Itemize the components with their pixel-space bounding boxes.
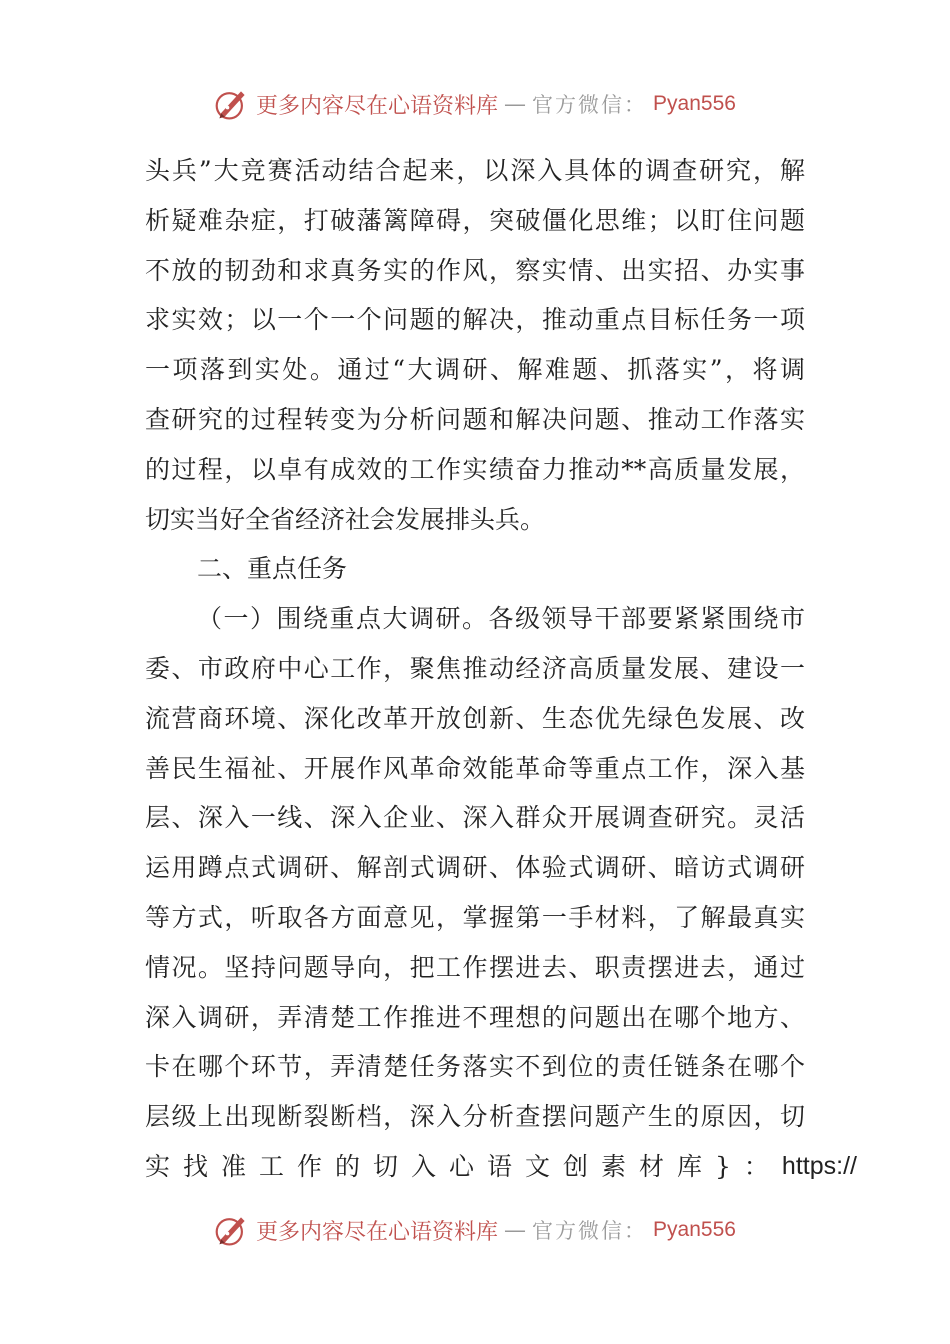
body-line: 卡在哪个环节，弄清楚任务落实不到位的责任链条在哪个 — [145, 1052, 805, 1082]
watermark-separator: — — [504, 1217, 527, 1243]
body-line: 析疑难杂症，打破藩篱障碍，突破僵化思维；以盯住问题 — [145, 205, 805, 235]
watermark-site-text: 更多内容尽在心语资料库 — [256, 1219, 499, 1245]
body-line: 运用蹲点式调研、解剖式调研、体验式调研、暗访式调研 — [145, 853, 805, 883]
body-line: 查研究的过程转变为分析问题和解决问题、推动工作落实 — [145, 404, 805, 434]
body-line: 求实效；以一个一个问题的解决，推动重点目标任务一项 — [145, 305, 805, 335]
body-line: 层级上出现断裂断档，深入分析查摆问题产生的原因，切 — [145, 1102, 805, 1132]
body-line: 的过程，以卓有成效的工作实绩奋力推动**高质量发展， — [145, 454, 805, 484]
watermark-wechat-id: Pyan556 — [653, 92, 736, 115]
header-watermark — [0, 82, 950, 126]
watermark-wechat-label: 官方微信： — [532, 93, 648, 117]
body-line: 等方式，听取各方面意见，掌握第一手材料，了解最真实 — [145, 902, 805, 932]
body-line: 善民生福祉、开展作风革命效能革命等重点工作，深入基 — [145, 753, 805, 783]
body-line: 切实当好全省经济社会发展排头兵。 — [145, 504, 546, 534]
body-line: 不放的韧劲和求真务实的作风，察实情、出实招、办实事 — [145, 255, 805, 285]
body-line-url: https:// — [781, 1151, 857, 1180]
pen-circle-logo-icon — [214, 86, 250, 122]
body-line-text: 实找准工作的切入心语文创素材库}： — [145, 1151, 782, 1181]
body-line: 情况。坚持问题导向，把工作摆进去、职责摆进去，通过 — [145, 952, 805, 982]
body-line: 流营商环境、深化改革开放创新、生态优先绿色发展、改 — [145, 703, 805, 733]
pen-circle-logo-icon — [214, 1212, 250, 1248]
section-heading: 二、重点任务 — [197, 554, 348, 584]
footer-watermark — [0, 1208, 950, 1252]
watermark-site-text: 更多内容尽在心语资料库 — [256, 93, 499, 119]
body-line-last — [145, 1142, 857, 1192]
body-line: 层、深入一线、深入企业、深入群众开展调查研究。灵活 — [145, 803, 805, 833]
body-line: 深入调研，弄清楚工作推进不理想的问题出在哪个地方、 — [145, 1002, 805, 1032]
body-line: （一）围绕重点大调研。各级领导干部要紧紧围绕市 — [197, 604, 805, 634]
body-line: 委、市政府中心工作，聚焦推动经济高质量发展、建设一 — [145, 653, 805, 683]
watermark-separator: — — [504, 91, 527, 117]
body-line: 一项落到实处。通过“大调研、解难题、抓落实”，将调 — [145, 355, 805, 385]
body-line: 头兵”大竞赛活动结合起来，以深入具体的调查研究，解 — [145, 156, 805, 185]
watermark-wechat-label: 官方微信： — [532, 1219, 648, 1243]
document-body — [145, 146, 857, 1192]
watermark-wechat-id: Pyan556 — [653, 1218, 736, 1241]
